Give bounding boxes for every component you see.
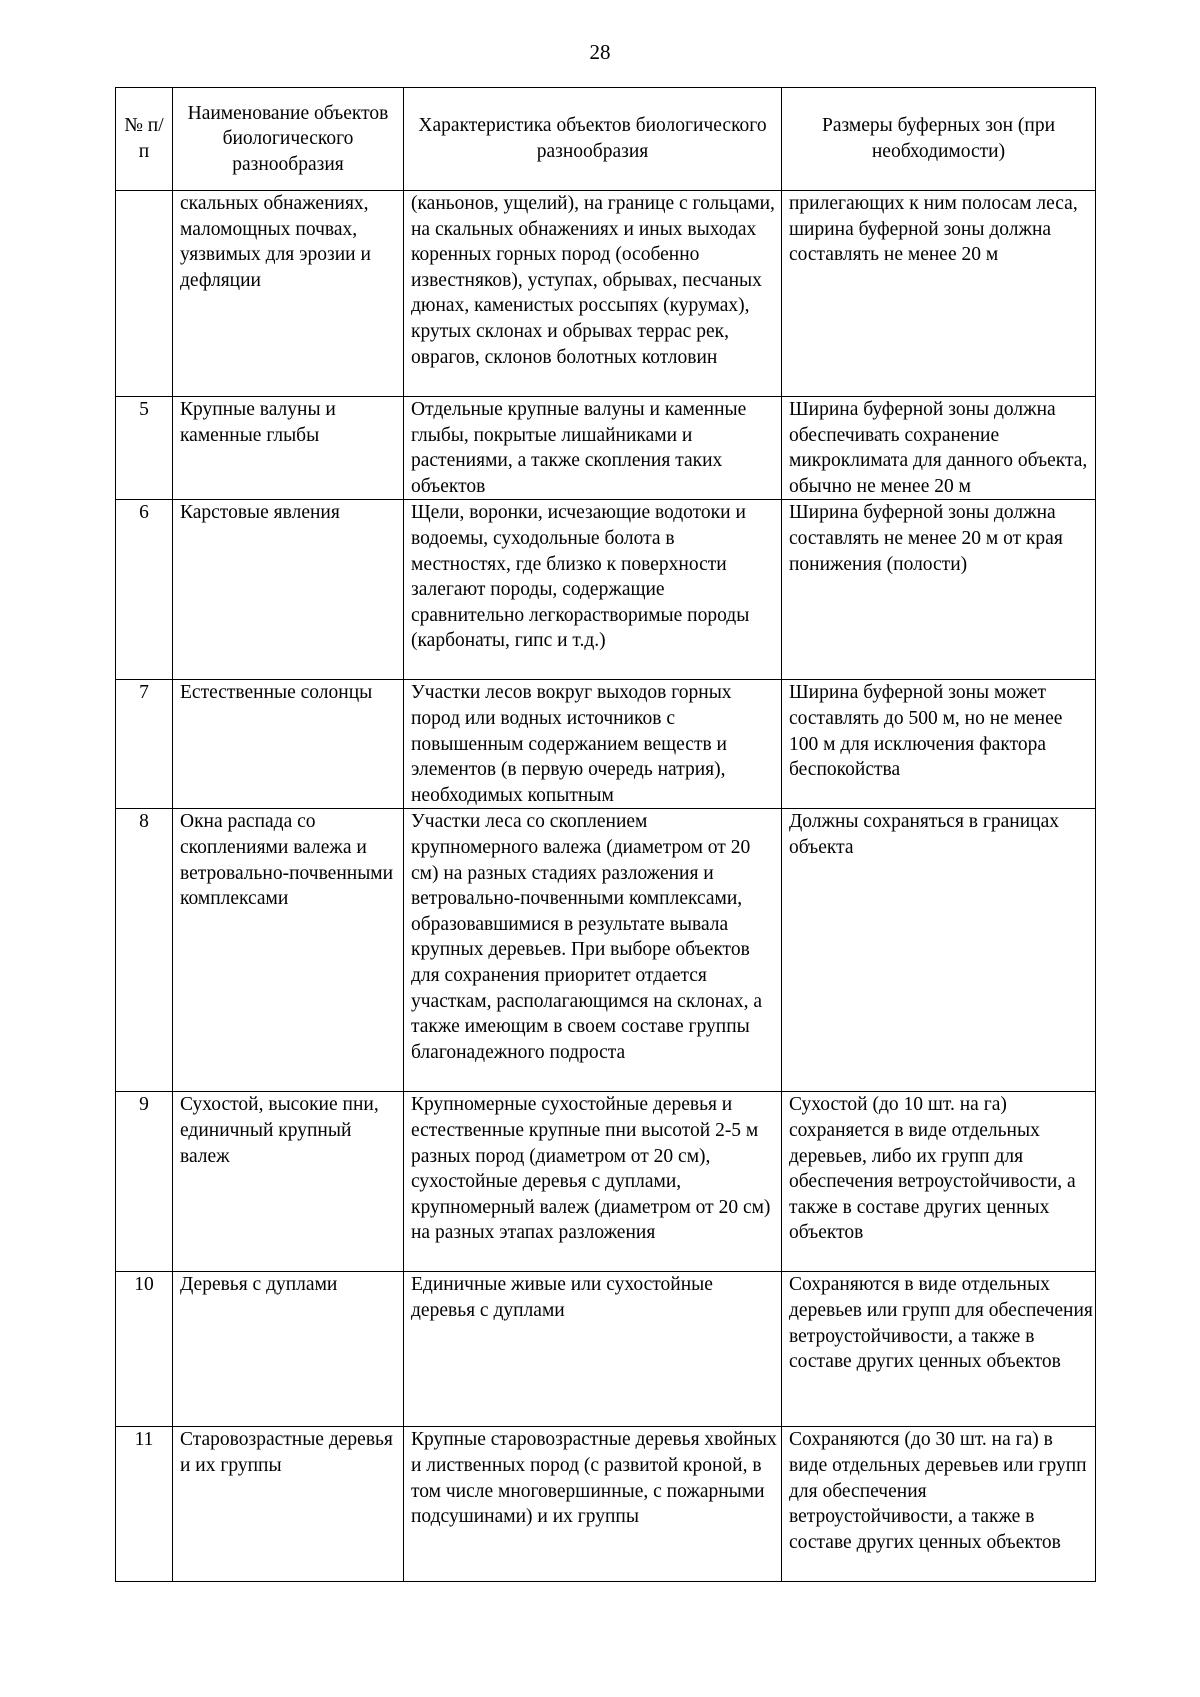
row-object-description: (каньонов, ущелий), на границе с гольцами, на скальных обнажениях и иных выходах коренных горных пород (особенно известняков), уступах, обрывах, песчаных дюнах, каменистых россыпях (курумах), крутых склонах и обрывах террас рек, оврагов, склонов болотных котловин [404,191,782,397]
header-number: № п/п [116,88,173,191]
table-row [116,1092,1096,1272]
table-row [116,500,1096,680]
row-object-name: Крупные валуны и каменные глыбы [173,397,404,500]
header-object-name: Наименование объектов биологического разнообразия [173,88,404,191]
row-object-description: Единичные живые или сухостойные деревья с дуплами [404,1272,782,1427]
row-object-name: скальных обнажениях, маломощных почвах, уязвимых для эрозии и дефляции [173,191,404,397]
row-buffer-zone: Ширина буферной зоны должна составлять не менее 20 м от края понижения (полости) [782,500,1096,680]
table-row [116,191,1096,397]
row-buffer-zone: Должны сохраняться в границах объекта [782,809,1096,1092]
row-object-name: Старовозрастные деревья и их группы [173,1427,404,1582]
row-object-name: Карстовые явления [173,500,404,680]
row-number [116,191,173,397]
row-number: 5 [116,397,173,500]
row-object-description: Крупномерные сухостойные деревья и естественные крупные пни высотой 2-5 м разных пород (диаметром от 20 см), сухостойные деревья с дуплами, крупномерный валеж (диаметром от 20 см) на разных этапах разложения [404,1092,782,1272]
row-object-description: Участки леса со скоплением крупномерного валежа (диаметром от 20 см) на разных стадиях разложения и ветровально-почвенными комплексами, образовавшимися в результате вывала крупных деревьев. При выборе объектов для сохранения приоритет отдается участкам, располагающимся на склонах, а также имеющим в своем составе группы благонадежного подроста [404,809,782,1092]
header-buffer-zone: Размеры буферных зон (при необходимости) [782,88,1096,191]
row-object-description: Участки лесов вокруг выходов горных пород или водных источников с повышенным содержанием веществ и элементов (в первую очередь натрия), необходимых копытным [404,680,782,809]
table-row [116,397,1096,500]
table-row [116,809,1096,1092]
row-buffer-zone: Сохраняются (до 30 шт. на га) в виде отдельных деревьев или групп для обеспечения ветроустойчивости, а также в составе других ценных объектов [782,1427,1096,1582]
page-number: 28 [589,40,611,64]
biodiversity-objects-table [115,87,1096,1582]
row-number: 10 [116,1272,173,1427]
row-buffer-zone: прилегающих к ним полосам леса, ширина буферной зоны должна составлять не менее 20 м [782,191,1096,397]
row-object-description: Отдельные крупные валуны и каменные глыбы, покрытые лишайниками и растениями, а также скопления таких объектов [404,397,782,500]
row-object-name: Деревья с дуплами [173,1272,404,1427]
table-header-row [116,88,1096,191]
table-row [116,680,1096,809]
table-row [116,1427,1096,1582]
row-number: 7 [116,680,173,809]
table-row [116,1272,1096,1427]
row-buffer-zone: Ширина буферной зоны должна обеспечивать сохранение микроклимата для данного объекта, обычно не менее 20 м [782,397,1096,500]
row-object-name: Сухостой, высокие пни, единичный крупный валеж [173,1092,404,1272]
row-object-description: Щели, воронки, исчезающие водотоки и водоемы, суходольные болота в местностях, где близко к поверхности залегают породы, содержащие сравнительно легкорастворимые породы (карбонаты, гипс и т.д.) [404,500,782,680]
header-object-description: Характеристика объектов биологического разнообразия [404,88,782,191]
row-object-name: Окна распада со скоплениями валежа и ветровально-почвенными комплексами [173,809,404,1092]
row-number: 11 [116,1427,173,1582]
row-object-description: Крупные старовозрастные деревья хвойных и лиственных пород (с развитой кроной, в том числе многовершинные, с пожарными подсушинами) и их группы [404,1427,782,1582]
row-number: 6 [116,500,173,680]
row-buffer-zone: Сохраняются в виде отдельных деревьев или групп для обеспечения ветроустойчивости, а также в составе других ценных объектов [782,1272,1096,1427]
row-buffer-zone: Сухостой (до 10 шт. на га) сохраняется в виде отдельных деревьев, либо их групп для обеспечения ветроустойчивости, а также в составе других ценных объектов [782,1092,1096,1272]
row-number: 9 [116,1092,173,1272]
row-buffer-zone: Ширина буферной зоны может составлять до 500 м, но не менее 100 м для исключения фактора беспокойства [782,680,1096,809]
row-object-name: Естественные солонцы [173,680,404,809]
row-number: 8 [116,809,173,1092]
